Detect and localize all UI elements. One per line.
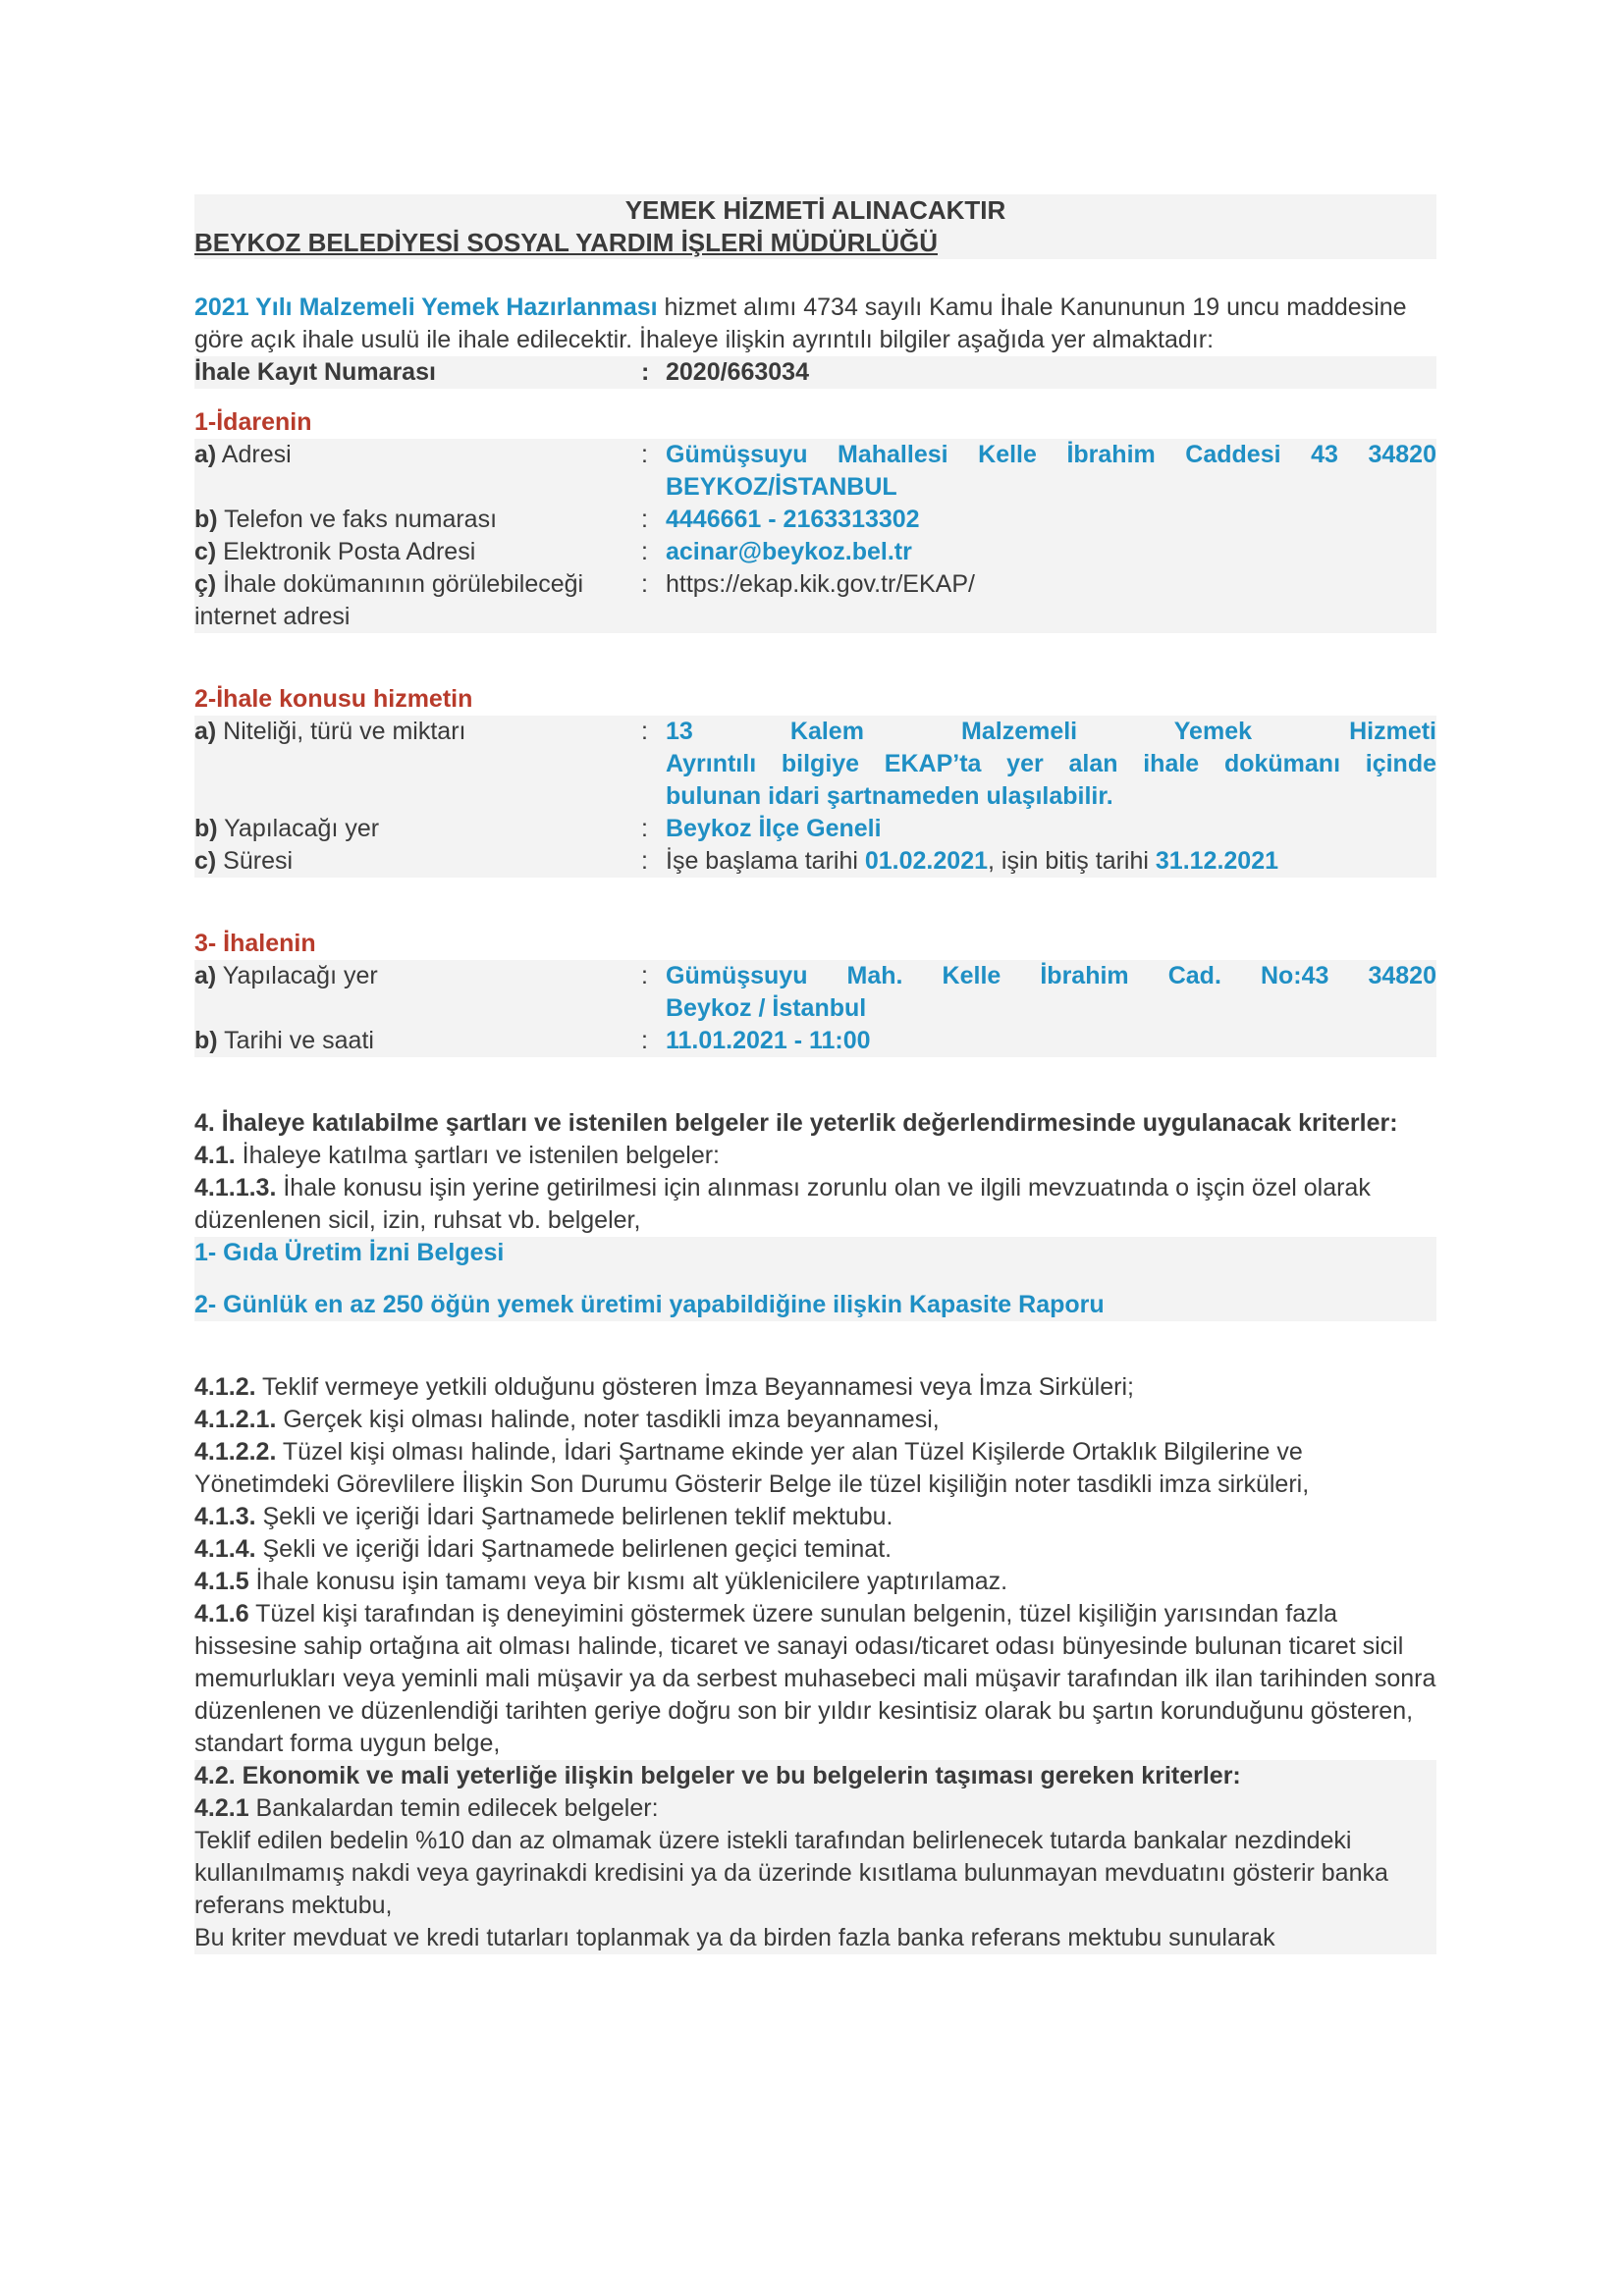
service-line-3: bulunan idari şartnameden ulaşılabilir. xyxy=(666,782,1113,810)
table-row: a) Yapılacağı yer : Gümüşsuyu Mah. Kelle İbrahim Cad. No:43 34820 Beykoz / İstanbul xyxy=(194,960,1436,1025)
table-row: a) Niteliği, türü ve miktarı : 13 Kalem Malzemeli Yemek Hizmeti Ayrıntılı bilgiye EKAP’ta yer alan ihale dokümanı içinde bulunan idari şartnameden ulaşılabilir. xyxy=(194,716,1436,813)
section-2-table xyxy=(194,716,1436,878)
kayit-label: İhale Kayıt Numarası xyxy=(194,358,436,386)
page-subtitle: BEYKOZ BELEDİYESİ SOSYAL YARDIM İŞLERİ MÜDÜRLÜĞÜ xyxy=(194,227,1436,259)
address-line-1: Gümüşsuyu Mahallesi Kelle İbrahim Caddesi 43 34820 xyxy=(666,441,1436,468)
document-page xyxy=(194,194,1436,1954)
start-date: 01.02.2021 xyxy=(864,847,988,875)
service-line-1: 13 Kalem Malzemeli Yemek Hizmeti xyxy=(666,718,1436,745)
intro-highlight: 2021 Yılı Malzemeli Yemek Hazırlanması xyxy=(194,294,658,321)
section-4-2-heading: 4.2. Ekonomik ve mali yeterliğe ilişkin belgeler ve bu belgelerin taşıması gereken kriterler: xyxy=(194,1762,1241,1789)
section-3-heading: 3- İhalenin xyxy=(194,930,316,957)
paragraph-4-1-2-1: 4.1.2.1. Gerçek kişi olması halinde, noter tasdikli imza beyannamesi, xyxy=(194,1406,940,1433)
end-date: 31.12.2021 xyxy=(1155,847,1279,875)
section-4-2-block xyxy=(194,1760,1436,1954)
paragraph-4-1: 4.1. İhaleye katılma şartları ve istenilen belgeler: xyxy=(194,1142,721,1169)
section-2-heading: 2-İhale konusu hizmetin xyxy=(194,685,473,713)
email-link[interactable]: acinar@beykoz.bel.tr xyxy=(666,538,912,565)
venue-line-1: Gümüşsuyu Mah. Kelle İbrahim Cad. No:43 34820 xyxy=(666,962,1436,989)
paragraph-4-1-2-2: 4.1.2.2. Tüzel kişi olması halinde, İdari Şartname ekinde yer alan Tüzel Kişilerde Ortaklık Bilgilerine ve Yönetimdeki Görevlilere İlişkin Son Durumu Gösterir Belge ile tüzel kişiliğin noter tasdikli imza sirküleri, xyxy=(194,1438,1310,1498)
paragraph-4-1-2: 4.1.2. Teklif vermeye yetkili olduğunu gösteren İmza Beyannamesi veya İmza Sirküleri; xyxy=(194,1373,1134,1401)
tender-datetime: 11.01.2021 - 11:00 xyxy=(666,1027,871,1054)
table-row: c) Süresi : İşe başlama tarihi 01.02.2021, işin bitiş tarihi 31.12.2021 xyxy=(194,845,1436,878)
table-row: c) Elektronik Posta Adresi : acinar@beykoz.bel.tr xyxy=(194,536,1436,568)
table-row: b) Telefon ve faks numarası : 4446661 - 2163313302 xyxy=(194,504,1436,536)
paragraph-4-1-5: 4.1.5 İhale konusu işin tamamı veya bir kısmı alt yüklenicilere yaptırılamaz. xyxy=(194,1568,1008,1595)
required-doc-2: 2- Günlük en az 250 öğün yemek üretimi yapabildiğine ilişkin Kapasite Raporu xyxy=(194,1289,1436,1321)
section-4-heading: 4. İhaleye katılabilme şartları ve istenilen belgeler ile yeterlik değerlendirmesinde uygulanacak kriterler: xyxy=(194,1109,1398,1137)
venue-line-2: Beykoz / İstanbul xyxy=(666,994,867,1022)
paragraph-4-1-4: 4.1.4. Şekli ve içeriği İdari Şartnamede belirlenen geçici teminat. xyxy=(194,1535,893,1563)
phone-value: 4446661 - 2163313302 xyxy=(666,506,920,533)
table-row: b) Yapılacağı yer : Beykoz İlçe Geneli xyxy=(194,813,1436,845)
section-1-heading: 1-İdarenin xyxy=(194,408,312,436)
table-row: ç) İhale dokümanının görülebileceği internet adresi : https://ekap.kik.gov.tr/EKAP/ xyxy=(194,568,1436,633)
intro-paragraph xyxy=(194,292,1436,356)
required-doc-1: 1- Gıda Üretim İzni Belgesi xyxy=(194,1237,1436,1269)
paragraph-4-1-6: 4.1.6 Tüzel kişi tarafından iş deneyimini göstermek üzere sunulan belgenin, tüzel kişiliğin yarısından fazla hissesine sahip ortağına ait olması halinde, ticaret ve sanayi odası/ticaret odası bünyesinde bulunan ticaret sicil memurlukları veya yeminli mali müşavir ya da serbest muhasebeci mali müşavir tarafından ilk ilan tarihinden sonra düzenlenen ve düzenlendiği tarihten geriye doğru son bir yıldır kesintisiz olarak bu şartın korunduğunu gösteren, standart forma uygun belge, xyxy=(194,1600,1436,1757)
intro-text: hizmet alımı 4734 sayılı Kamu İhale Kanununun 19 uncu maddesine göre açık ihale usulü ile ihale edilecektir. İhaleye ilişkin ayrıntılı bilgiler aşağıda yer almaktadır: xyxy=(194,294,1407,353)
paragraph-4-1-1-3: 4.1.1.3. İhale konusu işin yerine getirilmesi için alınması zorunlu olan ve ilgili mevzuatında o işçin özel olarak düzenlenen sicil, izin, ruhsat vb. belgeler, xyxy=(194,1174,1371,1234)
table-row: b) Tarihi ve saati : 11.01.2021 - 11:00 xyxy=(194,1025,1436,1057)
address-line-2: BEYKOZ/İSTANBUL xyxy=(666,473,897,501)
ekap-link[interactable]: https://ekap.kik.gov.tr/EKAP/ xyxy=(666,570,975,598)
page-title: YEMEK HİZMETİ ALINACAKTIR xyxy=(194,194,1436,227)
paragraph-4-1-3: 4.1.3. Şekli ve içeriği İdari Şartnamede belirlenen teklif mektubu. xyxy=(194,1503,893,1530)
service-line-2: Ayrıntılı bilgiye EKAP’ta yer alan ihale dokümanı içinde xyxy=(666,750,1436,777)
paragraph-4-2-1-a: Teklif edilen bedelin %10 dan az olmamak üzere istekli tarafından belirlenecek tutarda bankalar nezdindeki kullanılmamış nakdi veya gayrinakdi kredisini ya da üzerinde kısıtlama bulunmayan mevduatını gösterir banka referans mektubu, xyxy=(194,1827,1388,1919)
duration-value: İşe başlama tarihi 01.02.2021, işin bitiş tarihi 31.12.2021 xyxy=(666,847,1279,875)
kayit-row: İhale Kayıt Numarası : 2020/663034 xyxy=(194,356,1436,389)
paragraph-4-2-1: 4.2.1 Bankalardan temin edilecek belgeler: xyxy=(194,1794,659,1822)
section-3-table xyxy=(194,960,1436,1057)
section-1-table xyxy=(194,439,1436,633)
location-value: Beykoz İlçe Geneli xyxy=(666,815,882,842)
paragraph-4-2-1-b: Bu kriter mevduat ve kredi tutarları toplanmak ya da birden fazla banka referans mektubu sunularak xyxy=(194,1924,1275,1951)
table-row: a) Adresi : Gümüşsuyu Mahallesi Kelle İbrahim Caddesi 43 34820 BEYKOZ/İSTANBUL xyxy=(194,439,1436,504)
kayit-value: 2020/663034 xyxy=(666,358,809,386)
